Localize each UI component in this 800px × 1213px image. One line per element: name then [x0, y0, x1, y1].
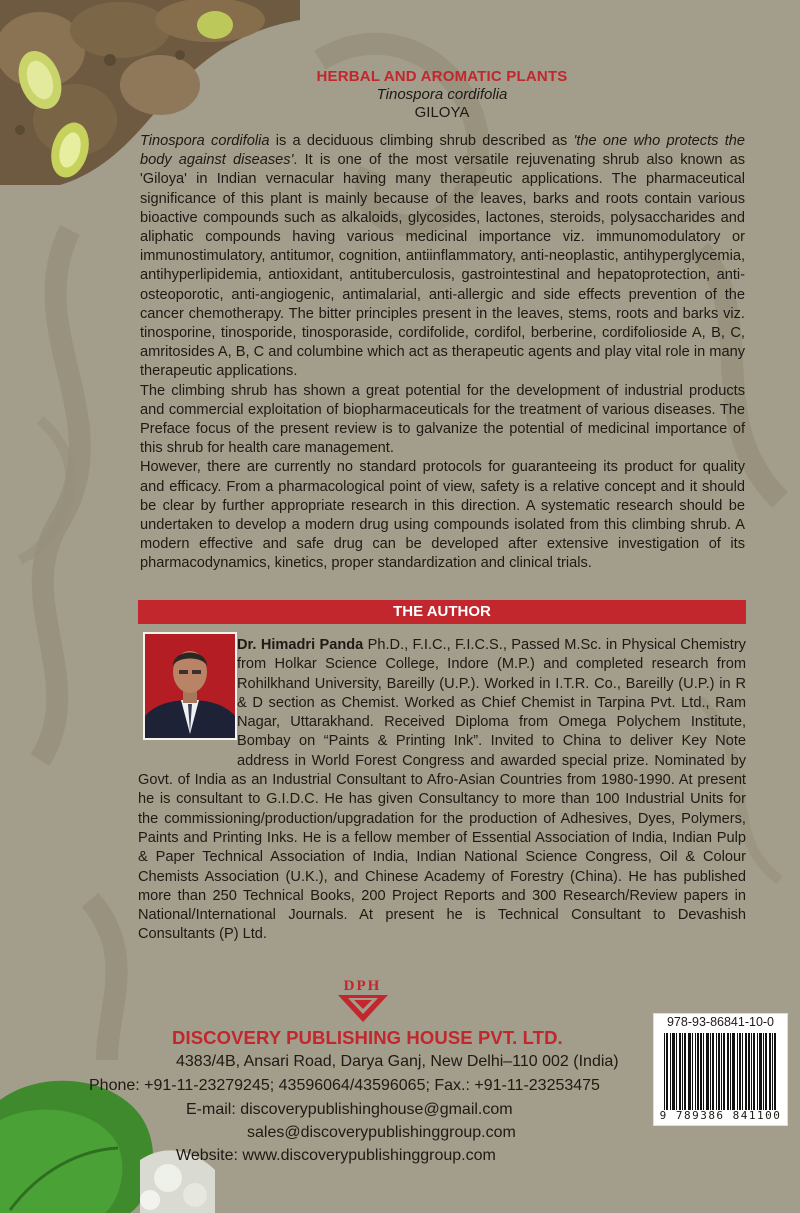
isbn-number: 978-93-86841-10-0 [666, 1015, 775, 1029]
scientific-name-inline: Tinospora cordifolia [140, 133, 270, 149]
description-paragraph-1: Tinospora cordifolia is a deciduous climbing shrub described as 'the one who protects the body against diseases'. It is one of the most versatile rejuvenating shrub also known as 'Giloya' in Indian vernacular having many therapeutic applications. The pharmaceutical significance of this plant is mainly because of the leaves, barks and roots contain various bioactive compounds such as alkaloids, glycosides, lactones, steroids, polysaccharides and aliphatic compounds having various medicinal importance viz. immunomodulatory or immunostimulatory, antitumor, cognition, antiinflammatory, anti-neoplastic, antihyperglycemia, antihyperlipidemia, antioxidant, antituberculosis, gastrointestinal and hepatoprotection, anti-osteoporotic, anti-angiogenic, antimalarial, anti-allergic and side effects prevention of the cancer chemotherapy. The bitter principles present in the leaves, stems, roots and barks viz. tinosporine, tinosporide, tinosporaside, cordifolide, cordifol, berberine, cordifolioside A, B, C, amritosides A, B, C and columbine which act as therapeutic agents and play vital role in many therapeutic applications. [140, 133, 745, 380]
book-description [140, 132, 745, 574]
barcode-digits: 9 789386 841100 [659, 1109, 782, 1122]
quote: 'the one who protects the body against diseases' [140, 133, 745, 169]
author-name: Dr. Himadri Panda [237, 637, 364, 653]
publisher-name: DISCOVERY PUBLISHING HOUSE PVT. LTD. [172, 1027, 563, 1048]
common-name: GILOYA [414, 104, 470, 121]
publisher-phone: Phone: +91-11-23279245; 43596064/43596065; Fax.: +91-11-23253475 [89, 1077, 600, 1094]
publisher-email-sales: sales@discoverypublishinggroup.com [247, 1124, 516, 1141]
publisher-website: Website: www.discoverypublishinggroup.com [176, 1147, 496, 1164]
book-header [138, 68, 746, 121]
publisher-logo [330, 978, 395, 1022]
author-bio [138, 636, 746, 945]
publisher-logo-text: DPH [343, 978, 382, 994]
publisher-address: 4383/4B, Ansari Road, Darya Ganj, New Delhi–110 002 (India) [176, 1053, 619, 1070]
isbn-barcode [653, 1013, 788, 1126]
barcode-bars [662, 1033, 779, 1110]
category-title: HERBAL AND AROMATIC PLANTS [316, 68, 568, 85]
scientific-name: Tinospora cordifolia [376, 86, 508, 103]
description-paragraph-2: The climbing shrub has shown a great potential for the development of industrial products and commercial exploitation of biopharmaceuticals for the treatment of various diseases. The Preface focus of the present review is to galvanize the potential of medicinal importance of this shrub for health care management. [140, 382, 745, 457]
author-bio-text: Ph.D., F.I.C., F.I.C.S., Passed M.Sc. in Physical Chemistry from Holkar Science College, Indore (M.P.) and completed research from Rohilkhand University, Bareilly (U.P.). Worked in I.T.R. Co., Bareilly (U.P.) in R & D section as Chemist. Worked as Chief Chemist in Tarpina Pvt. Ltd., Ram Nagar, Uttarakhand. Received Diploma from Omega Polychem Institute, Bombay on “Paints & Printing Ink”. Invited to China to deliver Key Note address in World Forest Congress and awarded special prize. Nominated by Govt. of India as an Industrial Consultant to Afro-Asian Countries from 1980-1990. At present he is consultant to G.I.D.C. He has given Consultancy to more than 100 Industrial Units for the commissioning/production/upgradation for the production of Adhesives, Dyes, Polymers, Paints and Printing Inks. He is a fellow member of Essential Association of India, Indian Pulp & Paper Technical Association of India, Indian National Science Congress, Oil & Colour Chemists Association (U.K.), and Chinese Academy of Forestry (China). He has published more than 250 Technical Books, 200 Project Reports and 300 Research/Review papers in National/International Journals. At present he is Technical Consultant to Devashish Consultants (P) Ltd. [138, 637, 746, 943]
description-paragraph-3: However, there are currently no standard protocols for guaranteeing its product for quality and efficacy. From a pharmacological point of view, safety is a relative concept and it should be clear by further appropriate research in this direction. A systematic research should be undertaken to develop a modern drug using compounds isolated from this climbing shrub. A modern effective and safe drug can be developed after extensive investigation of its pharmacodynamics, kinetics, proper standardization and clinical trials. [140, 459, 745, 572]
author-section-title: THE AUTHOR [138, 600, 746, 624]
publisher-email: E-mail: discoverypublishinghouse@gmail.com [186, 1101, 513, 1118]
